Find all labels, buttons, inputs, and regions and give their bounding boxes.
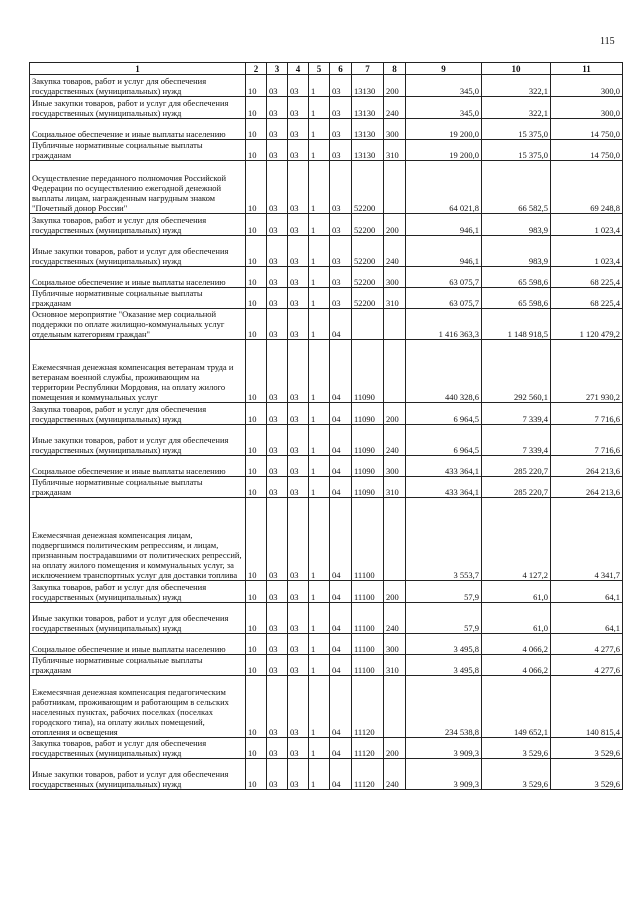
- amount-col10: 4 127,2: [482, 498, 551, 581]
- subsection-code: 03: [267, 236, 288, 267]
- page-number: 115: [600, 36, 615, 47]
- table-row: [30, 214, 623, 236]
- amount-col11: 64,1: [551, 581, 623, 603]
- amount-col9: 946,1: [406, 236, 482, 267]
- column-header: 5: [309, 63, 330, 75]
- table-row: [30, 456, 623, 477]
- event-code: 04: [330, 676, 352, 738]
- program-code: 03: [288, 75, 309, 97]
- section-code: 10: [246, 581, 267, 603]
- amount-col9: 57,9: [406, 603, 482, 634]
- column-header: 9: [406, 63, 482, 75]
- amount-col11: 14 750,0: [551, 119, 623, 140]
- section-code: 10: [246, 140, 267, 161]
- amount-col11: 264 213,6: [551, 456, 623, 477]
- amount-col10: 61,0: [482, 581, 551, 603]
- section-code: 10: [246, 634, 267, 655]
- amount-col11: 1 023,4: [551, 236, 623, 267]
- table-row: [30, 75, 623, 97]
- section-code: 10: [246, 759, 267, 790]
- subsection-code: 03: [267, 309, 288, 340]
- amount-col9: 3 495,8: [406, 634, 482, 655]
- amount-col9: 345,0: [406, 75, 482, 97]
- amount-col10: 983,9: [482, 214, 551, 236]
- amount-col9: 433 364,1: [406, 456, 482, 477]
- section-code: 10: [246, 655, 267, 676]
- event-code: 04: [330, 456, 352, 477]
- column-header: 7: [352, 63, 384, 75]
- amount-col10: 4 066,2: [482, 655, 551, 676]
- section-code: 10: [246, 498, 267, 581]
- expense-type-code: 200: [384, 75, 406, 97]
- table-body: [30, 75, 623, 790]
- table-row: [30, 581, 623, 603]
- subprogram-code: 1: [309, 676, 330, 738]
- direction-code: 11100: [352, 603, 384, 634]
- subsection-code: 03: [267, 634, 288, 655]
- subsection-code: 03: [267, 676, 288, 738]
- table-row: [30, 236, 623, 267]
- section-code: 10: [246, 267, 267, 288]
- amount-col10: 7 339,4: [482, 425, 551, 456]
- event-code: 04: [330, 403, 352, 425]
- expense-type-code: 310: [384, 288, 406, 309]
- row-name: Социальное обеспечение и иные выплаты населению: [30, 634, 246, 655]
- row-name: Закупка товаров, работ и услуг для обеспечения государственных (муниципальных) нужд: [30, 214, 246, 236]
- budget-table: [29, 62, 623, 790]
- program-code: 03: [288, 236, 309, 267]
- amount-col11: 7 716,6: [551, 425, 623, 456]
- amount-col10: 149 652,1: [482, 676, 551, 738]
- subsection-code: 03: [267, 75, 288, 97]
- amount-col11: 300,0: [551, 75, 623, 97]
- expense-type-code: 240: [384, 425, 406, 456]
- program-code: 03: [288, 340, 309, 403]
- subprogram-code: 1: [309, 738, 330, 759]
- table-row: [30, 498, 623, 581]
- event-code: 04: [330, 477, 352, 498]
- table-row: [30, 140, 623, 161]
- row-name: Социальное обеспечение и иные выплаты населению: [30, 456, 246, 477]
- amount-col10: 1 148 918,5: [482, 309, 551, 340]
- table-row: [30, 403, 623, 425]
- expense-type-code: 200: [384, 403, 406, 425]
- program-code: 03: [288, 477, 309, 498]
- event-code: 04: [330, 340, 352, 403]
- amount-col9: 3 495,8: [406, 655, 482, 676]
- subprogram-code: 1: [309, 140, 330, 161]
- amount-col11: 68 225,4: [551, 267, 623, 288]
- amount-col10: 322,1: [482, 97, 551, 119]
- amount-col9: 64 021,8: [406, 161, 482, 214]
- amount-col10: 983,9: [482, 236, 551, 267]
- amount-col9: 19 200,0: [406, 140, 482, 161]
- amount-col11: 3 529,6: [551, 738, 623, 759]
- program-code: 03: [288, 309, 309, 340]
- event-code: 03: [330, 288, 352, 309]
- program-code: 03: [288, 581, 309, 603]
- section-code: 10: [246, 75, 267, 97]
- expense-type-code: 300: [384, 267, 406, 288]
- column-header: 8: [384, 63, 406, 75]
- amount-col11: 14 750,0: [551, 140, 623, 161]
- subprogram-code: 1: [309, 309, 330, 340]
- direction-code: 52200: [352, 288, 384, 309]
- program-code: 03: [288, 759, 309, 790]
- table-row: [30, 119, 623, 140]
- column-header: 11: [551, 63, 623, 75]
- amount-col9: 433 364,1: [406, 477, 482, 498]
- subprogram-code: 1: [309, 75, 330, 97]
- amount-col9: 345,0: [406, 97, 482, 119]
- direction-code: 11100: [352, 581, 384, 603]
- amount-col11: 68 225,4: [551, 288, 623, 309]
- section-code: 10: [246, 456, 267, 477]
- subsection-code: 03: [267, 477, 288, 498]
- section-code: 10: [246, 340, 267, 403]
- amount-col9: 63 075,7: [406, 288, 482, 309]
- amount-col10: 3 529,6: [482, 738, 551, 759]
- amount-col11: 271 930,2: [551, 340, 623, 403]
- row-name: Публичные нормативные социальные выплаты гражданам: [30, 655, 246, 676]
- expense-type-code: 310: [384, 140, 406, 161]
- event-code: 04: [330, 581, 352, 603]
- subprogram-code: 1: [309, 236, 330, 267]
- amount-col11: 300,0: [551, 97, 623, 119]
- event-code: 04: [330, 603, 352, 634]
- subsection-code: 03: [267, 498, 288, 581]
- event-code: 04: [330, 738, 352, 759]
- amount-col11: 4 341,7: [551, 498, 623, 581]
- amount-col10: 15 375,0: [482, 119, 551, 140]
- row-name: Закупка товаров, работ и услуг для обеспечения государственных (муниципальных) нужд: [30, 75, 246, 97]
- amount-col10: 285 220,7: [482, 477, 551, 498]
- section-code: 10: [246, 161, 267, 214]
- row-name: Публичные нормативные социальные выплаты гражданам: [30, 140, 246, 161]
- subprogram-code: 1: [309, 97, 330, 119]
- amount-col9: 3 909,3: [406, 738, 482, 759]
- amount-col9: 1 416 363,3: [406, 309, 482, 340]
- subprogram-code: 1: [309, 759, 330, 790]
- row-name: Ежемесячная денежная компенсация педагогическим работникам, проживающим и работающим в сельских населенных пунктах, рабочих поселках (поселках городского типа), на оплату жилых помещений, отопления и освещения: [30, 676, 246, 738]
- row-name: Публичные нормативные социальные выплаты гражданам: [30, 288, 246, 309]
- subsection-code: 03: [267, 340, 288, 403]
- subprogram-code: 1: [309, 456, 330, 477]
- expense-type-code: 300: [384, 119, 406, 140]
- table-row: [30, 603, 623, 634]
- subsection-code: 03: [267, 403, 288, 425]
- column-header: 3: [267, 63, 288, 75]
- expense-type-code: [384, 340, 406, 403]
- event-code: 04: [330, 634, 352, 655]
- subprogram-code: 1: [309, 425, 330, 456]
- amount-col11: 4 277,6: [551, 655, 623, 676]
- event-code: 03: [330, 75, 352, 97]
- section-code: 10: [246, 288, 267, 309]
- program-code: 03: [288, 119, 309, 140]
- section-code: 10: [246, 309, 267, 340]
- subsection-code: 03: [267, 738, 288, 759]
- expense-type-code: 200: [384, 214, 406, 236]
- event-code: 03: [330, 97, 352, 119]
- column-header: 6: [330, 63, 352, 75]
- program-code: 03: [288, 140, 309, 161]
- direction-code: 11100: [352, 634, 384, 655]
- event-code: 03: [330, 236, 352, 267]
- expense-type-code: 310: [384, 477, 406, 498]
- expense-type-code: 240: [384, 759, 406, 790]
- subsection-code: 03: [267, 288, 288, 309]
- direction-code: 13130: [352, 75, 384, 97]
- amount-col10: 65 598,6: [482, 267, 551, 288]
- program-code: 03: [288, 456, 309, 477]
- amount-col11: 69 248,8: [551, 161, 623, 214]
- amount-col9: 63 075,7: [406, 267, 482, 288]
- expense-type-code: [384, 161, 406, 214]
- direction-code: 13130: [352, 119, 384, 140]
- table-row: [30, 676, 623, 738]
- expense-type-code: 300: [384, 634, 406, 655]
- event-code: 04: [330, 425, 352, 456]
- table-row: [30, 655, 623, 676]
- subprogram-code: 1: [309, 119, 330, 140]
- amount-col9: 946,1: [406, 214, 482, 236]
- row-name: Закупка товаров, работ и услуг для обеспечения государственных (муниципальных) нужд: [30, 738, 246, 759]
- amount-col9: 6 964,5: [406, 425, 482, 456]
- amount-col10: 66 582,5: [482, 161, 551, 214]
- section-code: 10: [246, 603, 267, 634]
- direction-code: 11090: [352, 456, 384, 477]
- subprogram-code: 1: [309, 581, 330, 603]
- subprogram-code: 1: [309, 477, 330, 498]
- direction-code: 52200: [352, 161, 384, 214]
- event-code: 04: [330, 759, 352, 790]
- direction-code: [352, 309, 384, 340]
- column-header: 4: [288, 63, 309, 75]
- subprogram-code: 1: [309, 214, 330, 236]
- subsection-code: 03: [267, 161, 288, 214]
- amount-col9: 57,9: [406, 581, 482, 603]
- subsection-code: 03: [267, 425, 288, 456]
- table-row: [30, 161, 623, 214]
- section-code: 10: [246, 236, 267, 267]
- event-code: 04: [330, 309, 352, 340]
- direction-code: 11120: [352, 759, 384, 790]
- expense-type-code: 300: [384, 456, 406, 477]
- direction-code: 11100: [352, 655, 384, 676]
- event-code: 03: [330, 161, 352, 214]
- event-code: 04: [330, 655, 352, 676]
- program-code: 03: [288, 97, 309, 119]
- table-row: [30, 267, 623, 288]
- amount-col10: 285 220,7: [482, 456, 551, 477]
- table-row: [30, 340, 623, 403]
- direction-code: 11100: [352, 498, 384, 581]
- amount-col9: 234 538,8: [406, 676, 482, 738]
- amount-col9: 440 328,6: [406, 340, 482, 403]
- expense-type-code: [384, 309, 406, 340]
- row-name: Ежемесячная денежная компенсация ветеранам труда и ветеранам военной службы, проживающим на территории Республики Мордовия, на оплату жилого помещения и коммунальных услуг: [30, 340, 246, 403]
- section-code: 10: [246, 403, 267, 425]
- section-code: 10: [246, 214, 267, 236]
- table-row: [30, 634, 623, 655]
- row-name: Закупка товаров, работ и услуг для обеспечения государственных (муниципальных) нужд: [30, 403, 246, 425]
- amount-col11: 140 815,4: [551, 676, 623, 738]
- event-code: 03: [330, 267, 352, 288]
- row-name: Социальное обеспечение и иные выплаты населению: [30, 267, 246, 288]
- expense-type-code: 310: [384, 655, 406, 676]
- amount-col9: 3 909,3: [406, 759, 482, 790]
- section-code: 10: [246, 97, 267, 119]
- direction-code: 52200: [352, 267, 384, 288]
- amount-col11: 1 023,4: [551, 214, 623, 236]
- program-code: 03: [288, 603, 309, 634]
- amount-col11: 4 277,6: [551, 634, 623, 655]
- amount-col11: 7 716,6: [551, 403, 623, 425]
- program-code: 03: [288, 403, 309, 425]
- program-code: 03: [288, 161, 309, 214]
- subprogram-code: 1: [309, 267, 330, 288]
- direction-code: 11090: [352, 403, 384, 425]
- expense-type-code: 240: [384, 236, 406, 267]
- table-row: [30, 759, 623, 790]
- amount-col10: 7 339,4: [482, 403, 551, 425]
- direction-code: 52200: [352, 236, 384, 267]
- header-row: [30, 63, 623, 75]
- section-code: 10: [246, 738, 267, 759]
- amount-col11: 64,1: [551, 603, 623, 634]
- subsection-code: 03: [267, 759, 288, 790]
- subsection-code: 03: [267, 97, 288, 119]
- subprogram-code: 1: [309, 403, 330, 425]
- direction-code: 11090: [352, 340, 384, 403]
- amount-col11: 3 529,6: [551, 759, 623, 790]
- section-code: 10: [246, 119, 267, 140]
- section-code: 10: [246, 676, 267, 738]
- direction-code: 11120: [352, 738, 384, 759]
- table-row: [30, 477, 623, 498]
- amount-col10: 322,1: [482, 75, 551, 97]
- column-header: 10: [482, 63, 551, 75]
- expense-type-code: [384, 676, 406, 738]
- amount-col10: 65 598,6: [482, 288, 551, 309]
- subsection-code: 03: [267, 267, 288, 288]
- amount-col9: 6 964,5: [406, 403, 482, 425]
- expense-type-code: 200: [384, 581, 406, 603]
- direction-code: 13130: [352, 97, 384, 119]
- table-row: [30, 97, 623, 119]
- direction-code: 11090: [352, 477, 384, 498]
- subsection-code: 03: [267, 655, 288, 676]
- event-code: 03: [330, 140, 352, 161]
- program-code: 03: [288, 634, 309, 655]
- row-name: Публичные нормативные социальные выплаты гражданам: [30, 477, 246, 498]
- event-code: 03: [330, 119, 352, 140]
- amount-col10: 4 066,2: [482, 634, 551, 655]
- subprogram-code: 1: [309, 655, 330, 676]
- program-code: 03: [288, 267, 309, 288]
- subprogram-code: 1: [309, 634, 330, 655]
- amount-col10: 15 375,0: [482, 140, 551, 161]
- subsection-code: 03: [267, 581, 288, 603]
- row-name: Иные закупки товаров, работ и услуг для обеспечения государственных (муниципальных) нужд: [30, 759, 246, 790]
- column-header: 2: [246, 63, 267, 75]
- direction-code: 13130: [352, 140, 384, 161]
- row-name: Закупка товаров, работ и услуг для обеспечения государственных (муниципальных) нужд: [30, 581, 246, 603]
- amount-col11: 1 120 479,2: [551, 309, 623, 340]
- section-code: 10: [246, 425, 267, 456]
- row-name: Социальное обеспечение и иные выплаты населению: [30, 119, 246, 140]
- column-header: 1: [30, 63, 246, 75]
- subsection-code: 03: [267, 603, 288, 634]
- program-code: 03: [288, 655, 309, 676]
- subsection-code: 03: [267, 119, 288, 140]
- row-name: Иные закупки товаров, работ и услуг для обеспечения государственных (муниципальных) нужд: [30, 425, 246, 456]
- amount-col10: 61,0: [482, 603, 551, 634]
- program-code: 03: [288, 214, 309, 236]
- subsection-code: 03: [267, 140, 288, 161]
- table-row: [30, 288, 623, 309]
- amount-col11: 264 213,6: [551, 477, 623, 498]
- section-code: 10: [246, 477, 267, 498]
- program-code: 03: [288, 425, 309, 456]
- program-code: 03: [288, 498, 309, 581]
- subsection-code: 03: [267, 456, 288, 477]
- amount-col10: 292 560,1: [482, 340, 551, 403]
- expense-type-code: [384, 498, 406, 581]
- subprogram-code: 1: [309, 498, 330, 581]
- expense-type-code: 200: [384, 738, 406, 759]
- row-name: Ежемесячная денежная компенсация лицам, подвергшимся политическим репрессиям, и лицам, признанным пострадавшими от политических репрессий, на оплату жилого помещения и коммунальных услуг, за исключением транспортных услуг для доставки топлива: [30, 498, 246, 581]
- table-row: [30, 738, 623, 759]
- direction-code: 11090: [352, 425, 384, 456]
- amount-col9: 3 553,7: [406, 498, 482, 581]
- amount-col10: 3 529,6: [482, 759, 551, 790]
- program-code: 03: [288, 738, 309, 759]
- row-name: Иные закупки товаров, работ и услуг для обеспечения государственных (муниципальных) нужд: [30, 97, 246, 119]
- event-code: 04: [330, 498, 352, 581]
- program-code: 03: [288, 676, 309, 738]
- expense-type-code: 240: [384, 97, 406, 119]
- row-name: Осуществление переданного полномочия Российской Федерации по осуществлению ежегодной денежной выплаты лицам, награжденным нагрудным знаком "Почетный донор России": [30, 161, 246, 214]
- program-code: 03: [288, 288, 309, 309]
- event-code: 03: [330, 214, 352, 236]
- expense-type-code: 240: [384, 603, 406, 634]
- subprogram-code: 1: [309, 340, 330, 403]
- subprogram-code: 1: [309, 288, 330, 309]
- table-row: [30, 425, 623, 456]
- direction-code: 52200: [352, 214, 384, 236]
- row-name: Иные закупки товаров, работ и услуг для обеспечения государственных (муниципальных) нужд: [30, 603, 246, 634]
- direction-code: 11120: [352, 676, 384, 738]
- table-row: [30, 309, 623, 340]
- subprogram-code: 1: [309, 603, 330, 634]
- row-name: Основное мероприятие "Оказание мер социальной поддержки по оплате жилищно-коммунальных услуг отдельным категориям граждан": [30, 309, 246, 340]
- subsection-code: 03: [267, 214, 288, 236]
- amount-col9: 19 200,0: [406, 119, 482, 140]
- subprogram-code: 1: [309, 161, 330, 214]
- row-name: Иные закупки товаров, работ и услуг для обеспечения государственных (муниципальных) нужд: [30, 236, 246, 267]
